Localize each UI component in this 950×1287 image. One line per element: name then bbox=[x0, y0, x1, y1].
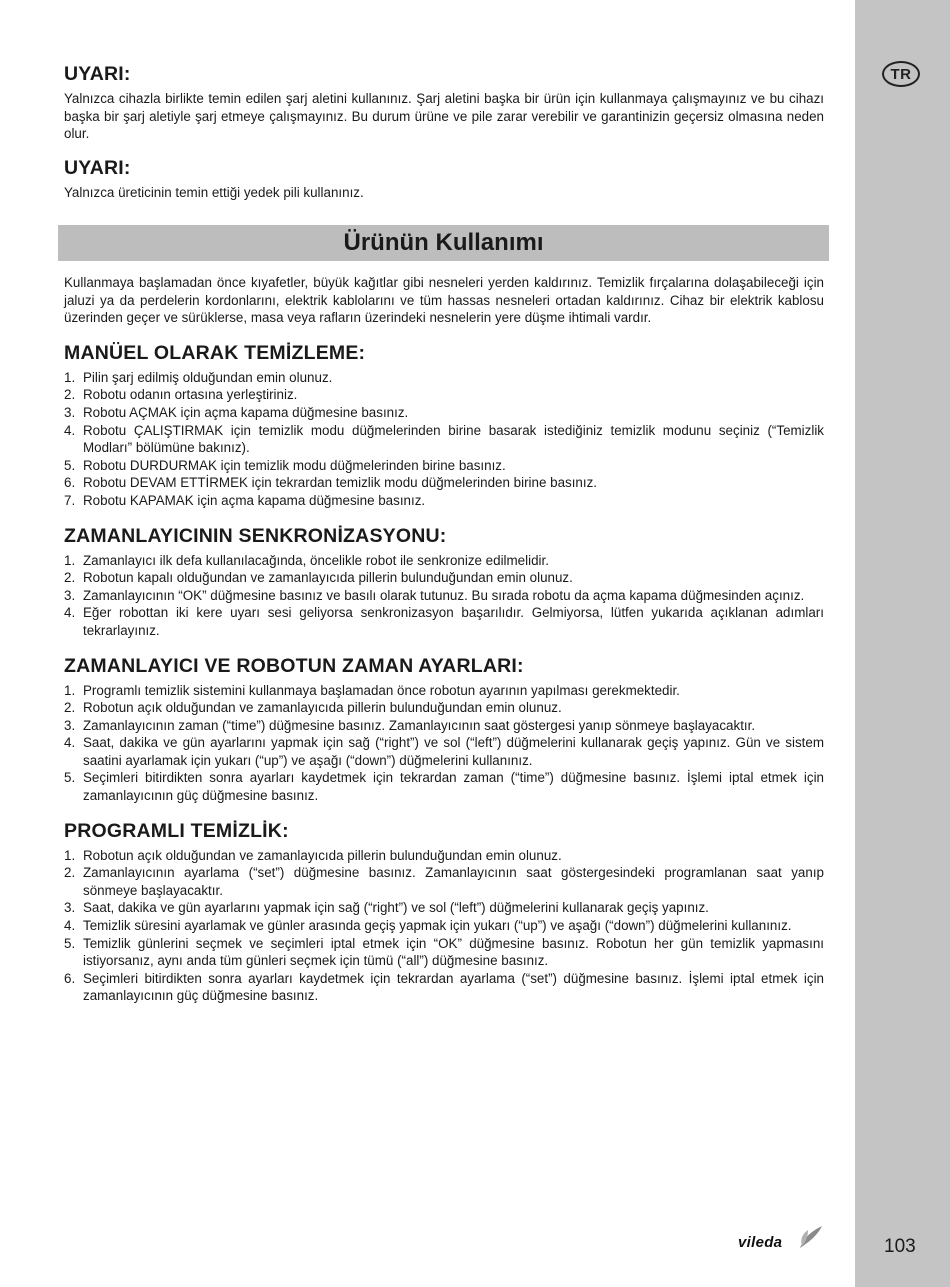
step-number: 5. bbox=[64, 770, 76, 786]
usage-content bbox=[64, 274, 824, 1005]
step-text: Robotun açık olduğundan ve zamanlayıcıda pillerin bulunduğundan emin olunuz. bbox=[83, 847, 562, 863]
list-item bbox=[64, 604, 824, 639]
step-text: Pilin şarj edilmiş olduğundan emin olunuz. bbox=[83, 369, 333, 385]
page-number: 103 bbox=[884, 1236, 916, 1257]
list-item bbox=[64, 422, 824, 457]
warning-text-2: Yalnızca üreticinin temin ettiği yedek pili kullanınız. bbox=[64, 184, 364, 200]
list-item bbox=[64, 699, 824, 717]
section-banner bbox=[58, 225, 829, 261]
step-text: Seçimleri bitirdikten sonra ayarları kaydetmek için tekrardan zaman (“time”) düğmesine basınız. İşlemi iptal etmek için zamanlayıcının güç düğmesine basınız. bbox=[83, 770, 824, 804]
step-text: Robotu ÇALIŞTIRMAK için temizlik modu düğmelerinden birine basarak istediğiniz temizlik modunu seçiniz (“Temizlik Modları” bölümüne bakınız). bbox=[83, 422, 824, 456]
step-text: Seçimleri bitirdikten sonra ayarları kaydetmek için tekrardan ayarlama (“set”) düğmesine basınız. İşlemi iptal etmek için zamanlayıcının güç düğmesine basınız. bbox=[83, 970, 824, 1004]
step-text: Zamanlayıcı ilk defa kullanılacağında, öncelikle robot ile senkronize edilmelidir. bbox=[83, 552, 549, 568]
list-item bbox=[64, 369, 824, 387]
list-item bbox=[64, 864, 824, 899]
step-number: 4. bbox=[64, 735, 76, 751]
list-item bbox=[64, 474, 824, 492]
step-text: Temizlik günlerini seçmek ve seçimleri iptal etmek için “OK” düğmesine basınız. Robotun her gün temizlik yapmasını istiyorsanız, aynı anda tüm günleri seçmek için tümü (“all”) düğmesine basınız. bbox=[83, 935, 824, 969]
step-text: Robotu AÇMAK için açma kapama düğmesine basınız. bbox=[83, 404, 409, 420]
step-number: 5. bbox=[64, 935, 76, 951]
warning-heading-1: UYARI: bbox=[64, 63, 131, 85]
list-item bbox=[64, 682, 824, 700]
side-tab bbox=[855, 0, 950, 1287]
list-item bbox=[64, 404, 824, 422]
list-item bbox=[64, 769, 824, 804]
list-item bbox=[64, 717, 824, 735]
manual-cleaning-heading: MANÜEL OLARAK TEMİZLEME: bbox=[64, 341, 366, 364]
step-number: 2. bbox=[64, 865, 76, 881]
list-item bbox=[64, 569, 824, 587]
step-number: 3. bbox=[64, 900, 76, 916]
sync-steps bbox=[64, 552, 824, 640]
step-number: 1. bbox=[64, 552, 76, 568]
step-number: 3. bbox=[64, 404, 76, 420]
step-text: Zamanlayıcının “OK” düğmesine basınız ve basılı olarak tutunuz. Bu sırada robotu da açma kapama düğmesinden açınız. bbox=[83, 587, 805, 603]
list-item bbox=[64, 935, 824, 970]
list-item bbox=[64, 847, 824, 865]
vileda-logo bbox=[736, 1226, 828, 1256]
step-number: 2. bbox=[64, 700, 76, 716]
list-item bbox=[64, 734, 824, 769]
list-item bbox=[64, 386, 824, 404]
warning-heading-2: UYARI: bbox=[64, 156, 131, 179]
step-number: 2. bbox=[64, 387, 76, 403]
step-number: 6. bbox=[64, 970, 76, 986]
step-text: Robotu DEVAM ETTİRMEK için tekrardan temizlik modu düğmelerinden birine basınız. bbox=[83, 475, 598, 491]
list-item bbox=[64, 970, 824, 1005]
step-number: 3. bbox=[64, 587, 76, 603]
step-text: Saat, dakika ve gün ayarlarını yapmak için sağ (“right”) ve sol (“left”) düğmelerini kullanarak geçiş yapınız. bbox=[83, 900, 709, 916]
step-text: Programlı temizlik sistemini kullanmaya başlamadan önce robotun ayarının yapılması gerekmektedir. bbox=[83, 682, 680, 698]
time-settings-steps bbox=[64, 682, 824, 805]
step-number: 1. bbox=[64, 682, 76, 698]
list-item bbox=[64, 457, 824, 475]
programmed-cleaning-heading: PROGRAMLI TEMİZLİK: bbox=[64, 819, 289, 842]
programmed-cleaning-steps bbox=[64, 847, 824, 1005]
step-number: 7. bbox=[64, 492, 76, 508]
intro-text: Kullanmaya başlamadan önce kıyafetler, büyük kağıtlar gibi nesneleri yerden kaldırınız. Temizlik fırçalarına dolaşabileceği için jaluzi ya da perdelerin kordonlarını, elektrik kablolarını ve tüm hassas nesneleri ortadan kaldırınız. Cihaz bir elektrik kablosu üzerinden geçer ve sürüklerse, masa veya rafların üzerindeki nesnelerin yere düşme ihtimali vardır. bbox=[64, 275, 824, 326]
step-text: Robotu KAPAMAK için açma kapama düğmesine basınız. bbox=[83, 492, 426, 508]
list-item bbox=[64, 587, 824, 605]
list-item bbox=[64, 552, 824, 570]
step-number: 3. bbox=[64, 717, 76, 733]
step-number: 5. bbox=[64, 457, 76, 473]
list-item bbox=[64, 899, 824, 917]
step-text: Robotun açık olduğundan ve zamanlayıcıda pillerin bulunduğundan emin olunuz. bbox=[83, 700, 562, 716]
step-text: Temizlik süresini ayarlamak ve günler arasında geçiş yapmak için yukarı (“up”) ve aşağı (“down”) düğmelerini kullanınız. bbox=[83, 918, 792, 934]
step-text: Zamanlayıcının ayarlama (“set”) düğmesine basınız. Zamanlayıcının saat göstergesindeki programlanan saat yanıp sönmeye başlayacaktır. bbox=[83, 865, 824, 898]
step-number: 4. bbox=[64, 605, 76, 621]
step-text: Robotu odanın ortasına yerleştiriniz. bbox=[83, 387, 298, 403]
brand-name: vileda bbox=[738, 1234, 783, 1251]
step-number: 4. bbox=[64, 422, 76, 438]
manual-cleaning-steps bbox=[64, 369, 824, 510]
step-text: Eğer robottan iki kere uyarı sesi geliyorsa senkronizasyon başarılıdır. Gelmiyorsa, lütfen yukarıda açıklanan adımları tekrarlayınız. bbox=[83, 605, 824, 638]
step-text: Robotun kapalı olduğundan ve zamanlayıcıda pillerin bulunduğundan emin olunuz. bbox=[83, 570, 573, 586]
step-text: Robotu DURDURMAK için temizlik modu düğmelerinden birine basınız. bbox=[83, 457, 506, 473]
time-settings-heading: ZAMANLAYICI VE ROBOTUN ZAMAN AYARLARI: bbox=[64, 654, 524, 677]
warning-text-1: Yalnızca cihazla birlikte temin edilen şarj aletini kullanınız. Şarj aletini başka bir ürün için kullanmaya çalışmayınız ve bu cihazı başka bir şarj aletiyle şarj etmeye çalışmayınız. Bu durum ürüne ve pile zarar verebilir ve garantinizin geçersiz olmasına neden olur. bbox=[64, 91, 824, 142]
banner-title: Ürünün Kullanımı bbox=[343, 229, 544, 256]
language-badge: TR bbox=[882, 61, 920, 87]
top-warnings bbox=[64, 62, 824, 201]
step-text: Saat, dakika ve gün ayarlarını yapmak için sağ (“right”) ve sol (“left”) düğmelerini kullanarak geçiş yapınız. Gün ve sistem saatini ayarlamak için yukarı (“up”) ve aşağı (“down”) düğmelerini kullanınız. bbox=[83, 735, 824, 768]
step-number: 2. bbox=[64, 570, 76, 586]
step-text: Zamanlayıcının zaman (“time”) düğmesine basınız. Zamanlayıcının saat göstergesi yanıp sönmeye başlayacaktır. bbox=[83, 717, 756, 733]
leaf-icon bbox=[796, 1224, 826, 1250]
list-item bbox=[64, 492, 824, 510]
sync-heading: ZAMANLAYICININ SENKRONİZASYONU: bbox=[64, 524, 447, 547]
step-number: 6. bbox=[64, 475, 76, 491]
step-number: 1. bbox=[64, 369, 76, 385]
step-number: 4. bbox=[64, 918, 76, 934]
step-number: 1. bbox=[64, 847, 76, 863]
list-item bbox=[64, 917, 824, 935]
